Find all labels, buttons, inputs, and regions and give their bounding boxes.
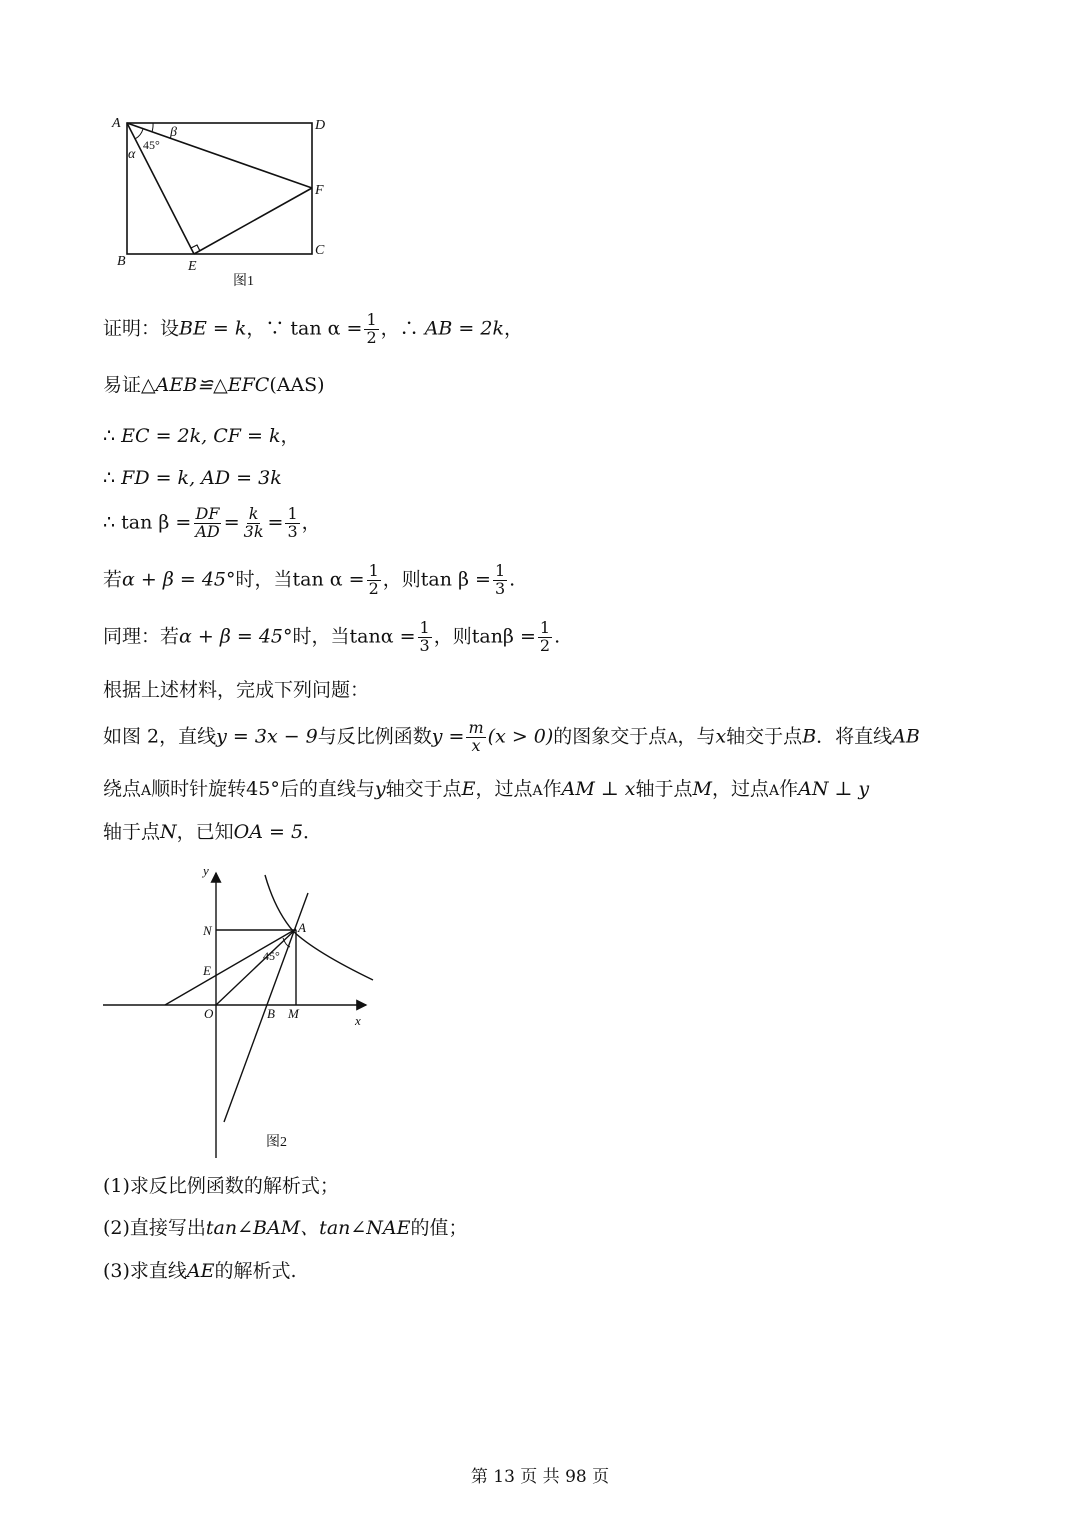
fraction: $\frac{1}{2}$ bbox=[539, 618, 551, 655]
label-m: M bbox=[288, 1006, 299, 1021]
label-e: E bbox=[203, 963, 211, 978]
proof-line-5: ∴ tan β = $\frac{DF}{AD}$ = $\frac{k}{3k}$ = $\frac{1}{3}$ ， bbox=[103, 504, 321, 541]
label-o: O bbox=[204, 1006, 214, 1021]
fraction: $\frac{DF}{AD}$ bbox=[195, 504, 220, 541]
fraction: $\frac{1}{3}$ bbox=[494, 561, 506, 598]
problem-line-1: 如图 2，直线y = 3x − 9与反比例函数y = $\frac{m}{x}$ (x > 0)的图象交于点A，与x轴交于点B．将直线AB bbox=[103, 718, 920, 755]
fraction: $\frac{1}{2}$ bbox=[366, 310, 377, 347]
label-45: 45° bbox=[143, 138, 160, 152]
question-3: (3)求直线AE的解析式. bbox=[103, 1260, 297, 1282]
figure-2 bbox=[100, 860, 390, 1165]
fraction: $\frac{m}{x}$ bbox=[468, 718, 484, 755]
label-e: E bbox=[188, 259, 197, 274]
fraction: $\frac{1}{3}$ bbox=[287, 504, 298, 541]
page-footer: 第 13 页 共 98 页 bbox=[470, 1467, 610, 1487]
figure-1 bbox=[100, 108, 340, 293]
label-d: D bbox=[315, 118, 326, 133]
figure-2-caption: 图2 bbox=[266, 1135, 287, 1150]
problem-intro: 根据上述材料，完成下列问题： bbox=[103, 679, 370, 701]
fraction: $\frac{1}{3}$ bbox=[419, 618, 430, 655]
proof-line-6: 若α + β = 45°时，当tan α = $\frac{1}{2}$ ，则tan β = $\frac{1}{3}$ . bbox=[103, 561, 516, 598]
label-beta: β bbox=[170, 125, 177, 140]
label-45: 45° bbox=[263, 949, 280, 963]
question-2: (2)直接写出tan∠BAM、tan∠NAE的值； bbox=[103, 1217, 468, 1239]
proof-line-7: 同理：若α + β = 45°时，当tanα = $\frac{1}{3}$ ，则tanβ = $\frac{1}{2}$ . bbox=[103, 618, 561, 655]
label-alpha: α bbox=[128, 147, 136, 162]
label-y: y bbox=[203, 863, 209, 878]
figure-1-caption: 图1 bbox=[233, 274, 254, 289]
proof-line-3: ∴ EC = 2k, CF = k， bbox=[103, 425, 300, 447]
question-1: (1)求反比例函数的解析式； bbox=[103, 1175, 339, 1197]
angle-arc-45 bbox=[135, 129, 143, 139]
label-b: B bbox=[267, 1006, 275, 1021]
angle-arc-beta bbox=[152, 123, 153, 132]
segment-ef bbox=[194, 188, 312, 254]
label-b: B bbox=[117, 254, 126, 269]
proof-line-4: ∴ FD = k, AD = 3k bbox=[103, 467, 282, 489]
label-x: x bbox=[355, 1013, 361, 1028]
proof-line-2: 易证△AEB≌△EFC(AAS) bbox=[103, 374, 325, 396]
problem-line-2: 绕点A顺时针旋转45°后的直线与y轴交于点E，过点A作AM ⊥ x轴于点M，过点A作AN ⊥ y bbox=[103, 778, 870, 800]
label-n: N bbox=[203, 923, 212, 938]
label-f: F bbox=[315, 183, 324, 198]
label-a: A bbox=[298, 920, 306, 935]
proof-line-1: 证明：设BE = k，∵ tan α = $\frac{1}{2}$ ，∴ AB = 2k， bbox=[103, 310, 524, 347]
line-ae bbox=[165, 929, 296, 1005]
label-c: C bbox=[315, 243, 325, 258]
fraction: $\frac{k}{3k}$ bbox=[243, 504, 264, 541]
label-a: A bbox=[112, 116, 121, 131]
problem-line-3: 轴于点N，已知OA = 5． bbox=[103, 821, 323, 843]
fraction: $\frac{1}{2}$ bbox=[368, 561, 379, 598]
